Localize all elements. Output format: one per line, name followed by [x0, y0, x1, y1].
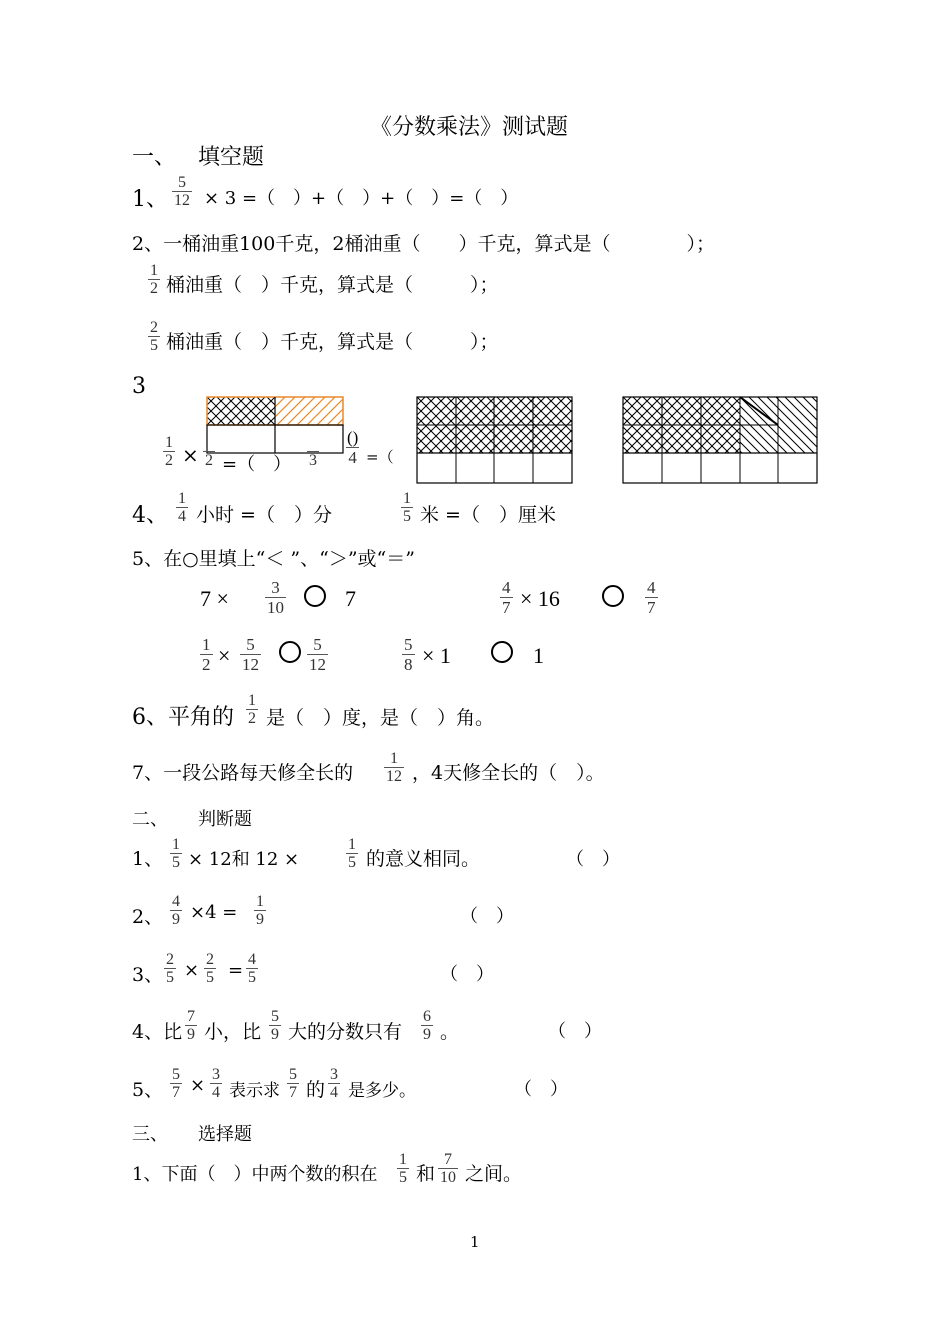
denominator: 3 [309, 452, 317, 469]
q5b-mid: × 16 [520, 586, 560, 611]
denominator: 5 [166, 969, 174, 986]
denominator: 9 [256, 911, 264, 928]
j2-number: 2、 [132, 906, 164, 928]
j5-frac-3 [287, 1066, 299, 1101]
q1-number: 1、 [132, 187, 168, 212]
denominator: 9 [423, 1026, 431, 1043]
denominator: 2 [202, 655, 211, 674]
c1-he: 和 [416, 1163, 436, 1185]
numerator: 3 [330, 1066, 338, 1083]
q4-text-1: 小时 =（ ）分 [196, 504, 332, 526]
q6-fraction [246, 692, 258, 727]
denominator: 5 [248, 969, 256, 986]
q3-frac-3 [307, 434, 319, 469]
q7-fraction [384, 750, 404, 785]
j3-frac-1 [164, 951, 176, 986]
denominator: 7 [502, 598, 511, 617]
denominator: 7 [172, 1084, 180, 1101]
fig1-cell-cross [207, 397, 275, 425]
j2-frac-2 [254, 893, 266, 928]
c1-prefix: 1、下面（ ）中两个数的积在 [132, 1164, 378, 1185]
q4-frac-1 [176, 490, 188, 525]
page-title: 《分数乘法》测试题 [370, 115, 569, 140]
section-3-label: 三、 [132, 1124, 168, 1145]
q5b-frac-left [500, 578, 513, 617]
j1-answer-paren[interactable]: （ ） [566, 849, 620, 870]
denominator: 2 [205, 452, 213, 469]
numerator: 4 [502, 578, 511, 597]
j2-frac-1 [170, 893, 182, 928]
denominator: 10 [440, 1169, 456, 1186]
numerator: 7 [187, 1008, 195, 1025]
q4-text-2: 米 =（ ）厘米 [420, 504, 556, 526]
numerator: 1 [256, 893, 264, 910]
denominator: 4 [212, 1084, 220, 1101]
q3-frac-1 [163, 434, 175, 469]
q5a-right: 7 [345, 586, 356, 611]
q5a-compare-circle[interactable] [304, 585, 326, 607]
q5c-frac-mid [240, 635, 261, 674]
q6-suffix: 是（ ）度，是（ ）角。 [266, 707, 495, 729]
q7-prefix: 7、一段公路每天修全长的 [132, 762, 354, 784]
section-1-title: 填空题 [198, 145, 265, 170]
j5-number: 5、 [132, 1079, 164, 1101]
j5-answer-paren[interactable]: （ ） [514, 1079, 568, 1100]
figure-2-grid [416, 396, 576, 486]
q1-fraction [172, 174, 192, 209]
q7-suffix: ，4天修全长的（ ）。 [412, 762, 605, 784]
numerator: 3 [271, 578, 280, 597]
j2-mid: ×4 = [190, 902, 238, 923]
q5-title: 5、在○里填上“＜ ”、“＞”或“＝” [132, 548, 415, 570]
q5d-frac-left [402, 635, 415, 674]
c1-frac-1 [397, 1151, 409, 1186]
numerator: 5 [246, 635, 255, 654]
numerator: 5 [178, 174, 186, 191]
denominator: 9 [187, 1026, 195, 1043]
j5-times: × [190, 1075, 206, 1096]
j4-frac-3 [421, 1008, 433, 1043]
q5c-frac-right [307, 635, 328, 674]
denominator: 2 [165, 452, 173, 469]
numerator: 4 [647, 578, 656, 597]
numerator: 1 [202, 635, 211, 654]
denominator: 9 [271, 1026, 279, 1043]
denominator: 5 [150, 337, 158, 354]
q5c-compare-circle[interactable] [279, 641, 301, 663]
j3-equals: = [228, 960, 244, 981]
figure-1-half-of-half [206, 396, 346, 456]
numerator: 2 [206, 951, 214, 968]
q5b-frac-right [645, 578, 658, 617]
q2-line1: 2、一桶油重100千克，2桶油重（ ）千克，算式是（ ）； [132, 233, 715, 255]
j3-times: × [184, 960, 200, 981]
numerator: 1 [399, 1151, 407, 1168]
j3-answer-paren[interactable]: （ ） [440, 964, 494, 985]
j4-prefix: 4、比 [132, 1021, 183, 1043]
j5-de: 的 [306, 1079, 326, 1101]
q1-expression: × 3 =（ ）+（ ）+（ ）=（ ） [204, 188, 519, 209]
c1-frac-2 [438, 1151, 458, 1186]
numerator: 1 [403, 490, 411, 507]
denominator: 5 [348, 854, 356, 871]
denominator: 7 [289, 1084, 297, 1101]
j1-number: 1、 [132, 848, 164, 870]
denominator: 5 [206, 969, 214, 986]
c1-suffix: 之间。 [465, 1163, 523, 1185]
q3-times: × [182, 443, 199, 467]
denominator: 4 [178, 508, 186, 525]
j4-frac-1 [185, 1008, 197, 1043]
j1-suffix: 的意义相同。 [366, 848, 481, 870]
numerator: 2 [166, 951, 174, 968]
q2-a-fraction [148, 262, 160, 297]
figure-3-grid [622, 396, 822, 486]
j1-frac-1 [170, 836, 182, 871]
denominator: 4 [348, 448, 357, 467]
numerator: 1 [248, 692, 256, 709]
q2-b-fraction [148, 319, 160, 354]
q5c-frac-left [200, 635, 213, 674]
numerator: 6 [423, 1008, 431, 1025]
q2-b-text: 桶油重（ ）千克，算式是（ ）； [166, 331, 499, 353]
denominator: 5 [172, 854, 180, 871]
numerator: 1 [178, 490, 186, 507]
q4-number: 4、 [132, 503, 168, 528]
denominator: 5 [399, 1169, 407, 1186]
j5-frac-2 [210, 1066, 222, 1101]
numerator: 5 [271, 1008, 279, 1025]
j1-mid: × 12和 12 × [188, 849, 300, 870]
denominator: 12 [386, 768, 402, 785]
denominator: 2 [150, 280, 158, 297]
q6-prefix: 6、平角的 [132, 705, 234, 730]
q3-equals-2: =（ [366, 448, 394, 466]
numerator: () [347, 428, 359, 447]
j4-end: 。 [440, 1021, 460, 1043]
numerator: 7 [444, 1151, 452, 1168]
denominator: 5 [403, 508, 411, 525]
j2-answer-paren[interactable]: （ ） [460, 906, 514, 927]
denominator: 4 [330, 1084, 338, 1101]
denominator: 12 [242, 655, 259, 674]
numerator: 5 [313, 635, 322, 654]
q5c-times: × [218, 643, 231, 668]
q3-number: 3 [132, 374, 146, 399]
j4-answer-paren[interactable]: （ ） [548, 1021, 602, 1042]
j3-frac-2 [204, 951, 216, 986]
j5-suffix: 是多少。 [348, 1081, 416, 1101]
q5b-compare-circle[interactable] [602, 585, 624, 607]
numerator: 1 [150, 262, 158, 279]
numerator: 1 [165, 434, 173, 451]
q5a-fraction [265, 578, 286, 617]
numerator: 1 [348, 836, 356, 853]
numerator: 2 [150, 319, 158, 336]
page-number: 1 [470, 1233, 480, 1251]
j3-frac-3 [246, 951, 258, 986]
denominator: 9 [172, 911, 180, 928]
j1-frac-2 [346, 836, 358, 871]
numerator: 5 [172, 1066, 180, 1083]
j4-mid: 小，比 [204, 1021, 262, 1043]
denominator: 2 [248, 710, 256, 727]
numerator: 1 [172, 836, 180, 853]
q3-equals-1: =（ ） [222, 454, 292, 475]
numerator: 4 [172, 893, 180, 910]
q5d-right: 1 [533, 643, 544, 668]
numerator: 5 [404, 635, 413, 654]
j5-mid: 表示求 [229, 1081, 280, 1101]
section-1-label: 一、 [132, 145, 177, 170]
numerator: 5 [289, 1066, 297, 1083]
q5a-left: 7 × [200, 586, 229, 611]
q4-frac-2 [401, 490, 413, 525]
section-2-title: 判断题 [198, 809, 252, 830]
q3-frac-4 [345, 428, 360, 467]
q2-a-text: 桶油重（ ）千克，算式是（ ）； [166, 274, 499, 296]
numerator: 1 [390, 750, 398, 767]
denominator: 10 [267, 598, 284, 617]
section-2-label: 二、 [132, 809, 168, 830]
j4-frac-2 [269, 1008, 281, 1043]
numerator: 3 [212, 1066, 220, 1083]
j4-suffix: 大的分数只有 [288, 1021, 403, 1043]
q3-frac-2 [203, 434, 215, 469]
denominator: 12 [309, 655, 326, 674]
q5d-compare-circle[interactable] [491, 641, 513, 663]
numerator: 4 [248, 951, 256, 968]
j5-frac-4 [328, 1066, 340, 1101]
section-3-title: 选择题 [198, 1124, 252, 1145]
denominator: 8 [404, 655, 413, 674]
denominator: 12 [174, 192, 190, 209]
j5-frac-1 [170, 1066, 182, 1101]
denominator: 7 [647, 598, 656, 617]
q5d-mid: × 1 [422, 643, 451, 668]
fig1-cell-orange [275, 397, 343, 425]
j3-number: 3、 [132, 964, 164, 986]
